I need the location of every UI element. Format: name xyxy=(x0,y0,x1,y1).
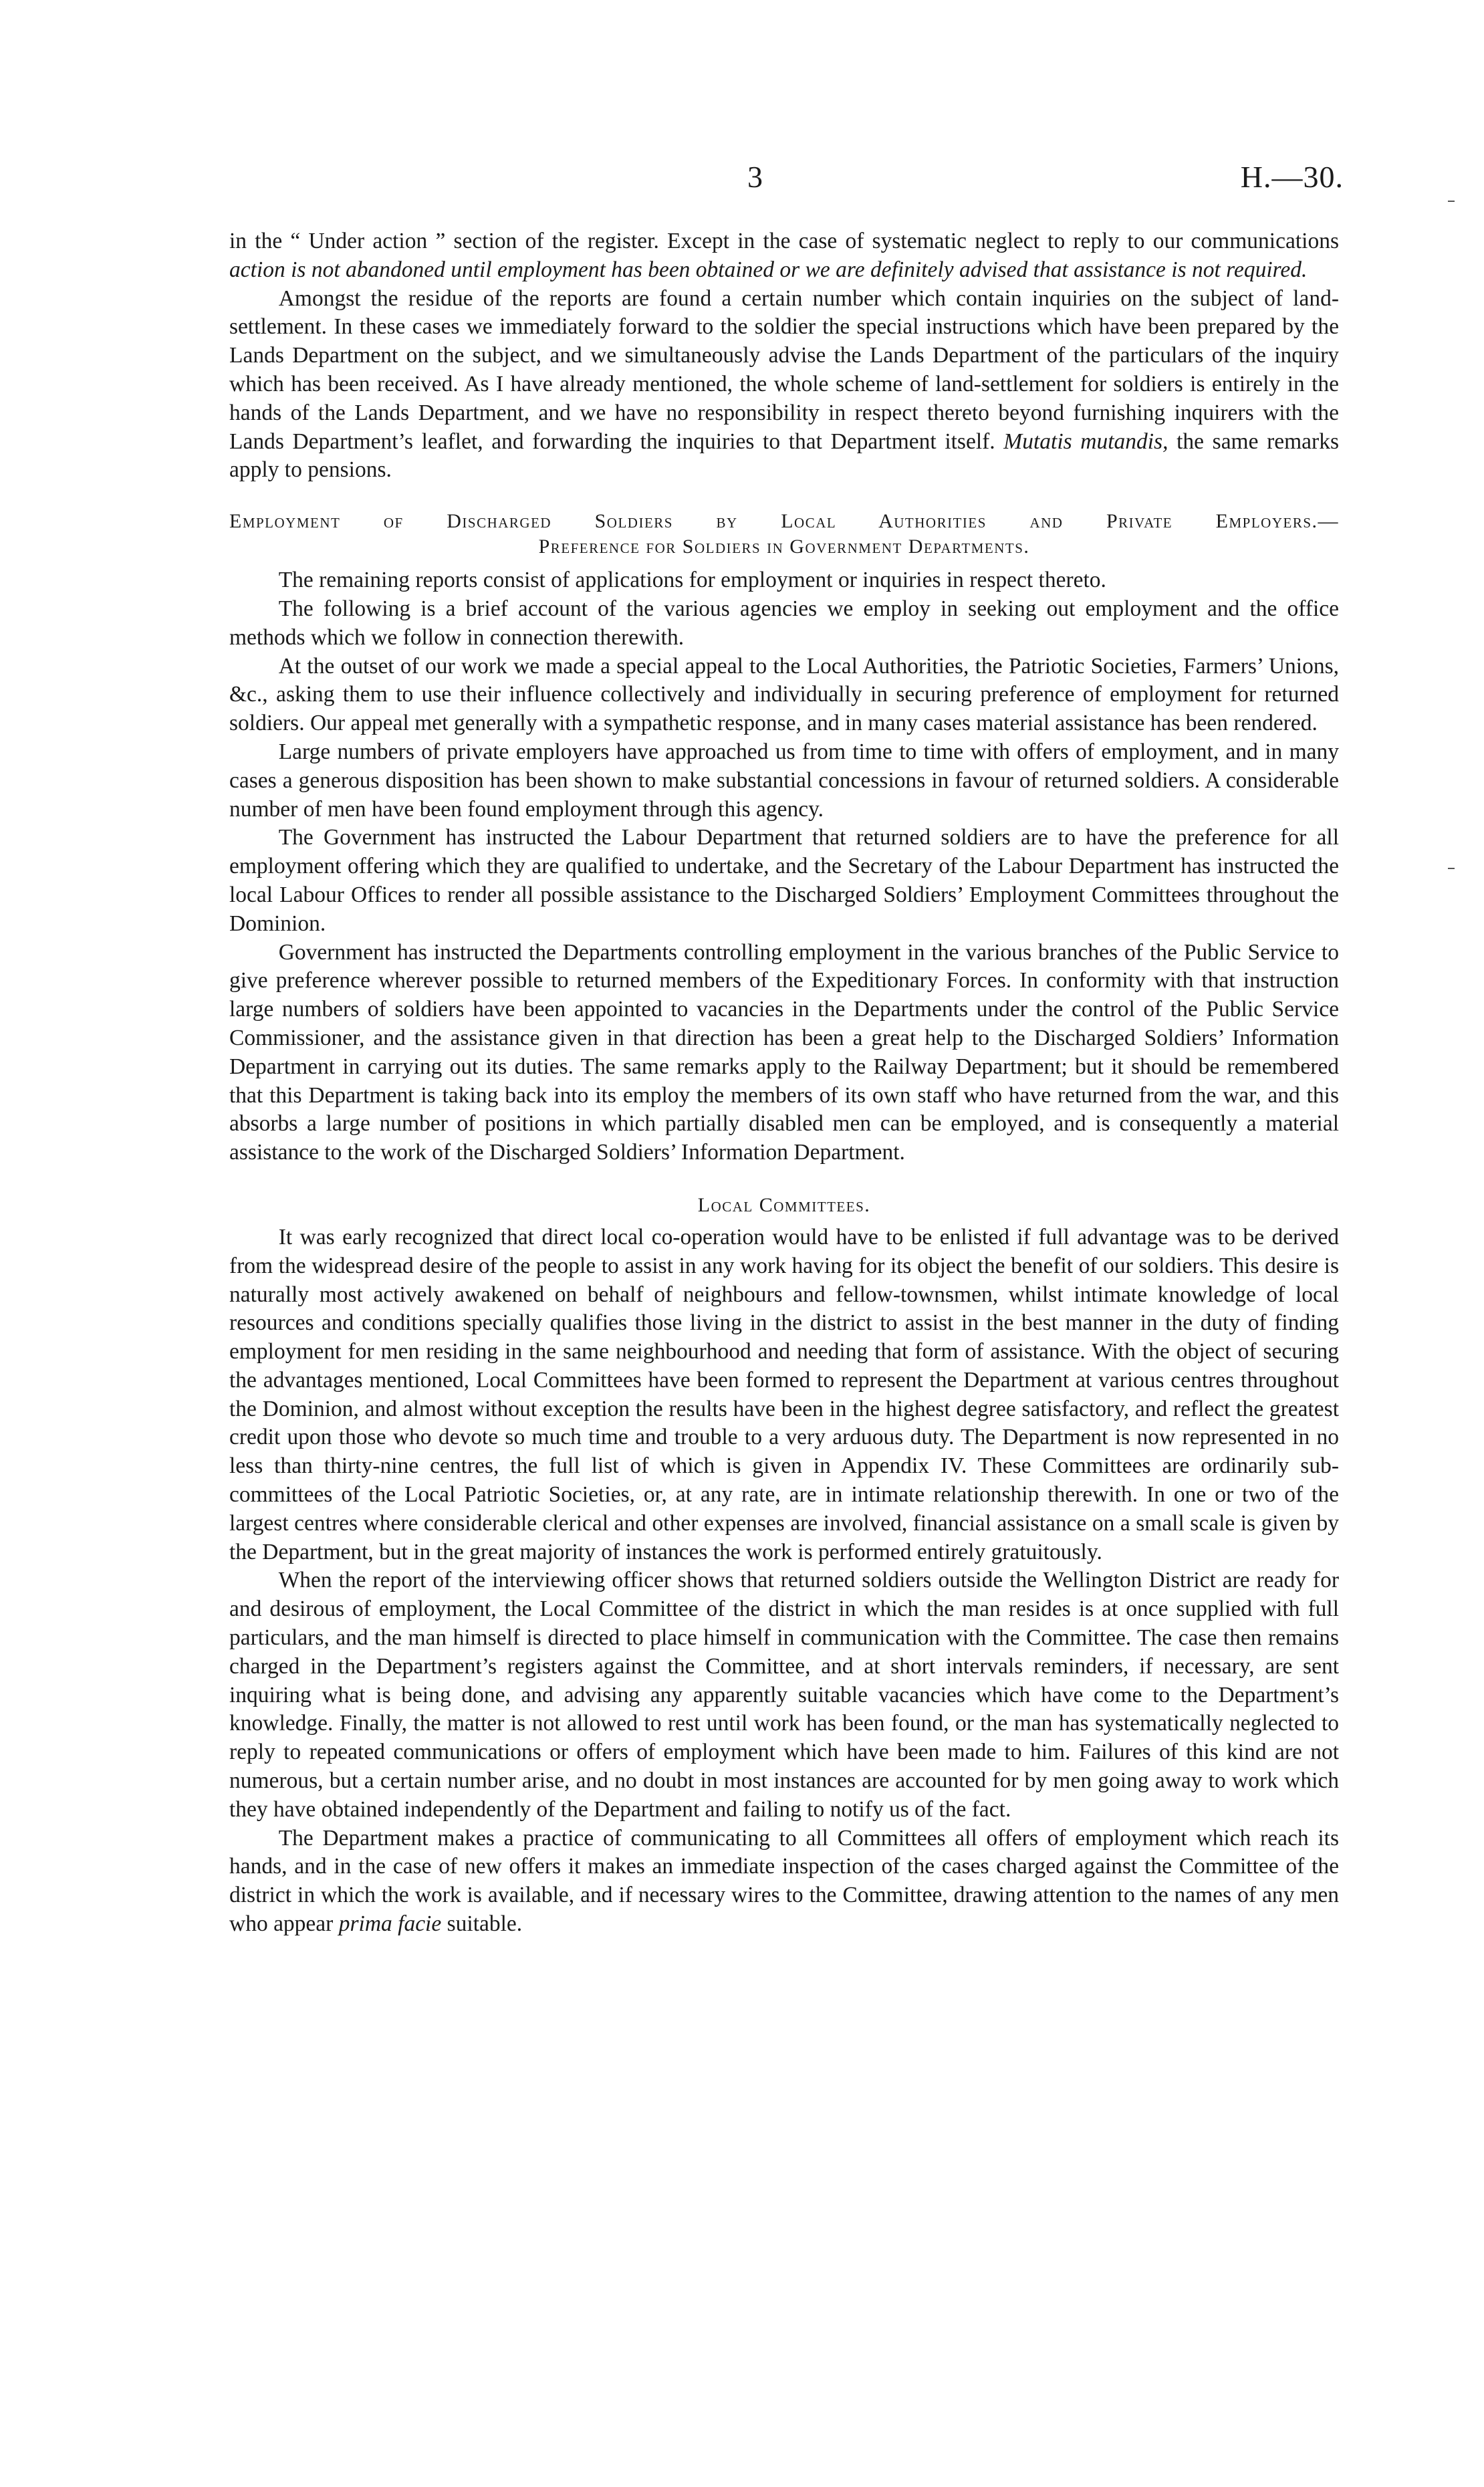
paragraph xyxy=(229,1824,1339,1939)
paragraph: At the outset of our work we made a special appeal to the Local Authorities, the Patriotic Societies, Farmers’ Unions, &c., asking them to use their influence collectively and individually in securing preference of employment for returned soldiers. Our appeal met generally with a sympathetic response, and in many cases material assistance has been rendered. xyxy=(229,653,1339,736)
paragraph-italic-text: Mutatis mutandis, xyxy=(1003,429,1168,454)
section-heading-local-committees xyxy=(229,1193,1339,1218)
paragraph-italic-text: prima facie xyxy=(338,1911,442,1937)
paragraph-text: suitable. xyxy=(441,1911,523,1937)
paragraph: Government has instructed the Departments controlling employment in the various branches of the Public Service to give preference wherever possible to returned members of the Expeditionary Forces. In conformity with that instruction large numbers of soldiers have been appointed to vacancies in the Departments under the control of the Public Service Commissioner, and the assistance given in that direction has been a great help to the Discharged Soldiers’ Information Department in carrying out its duties. The same remarks apply to the Railway Department; but it should be remembered that this Department is taking back into its employ the members of its own staff who have returned from the war, and this absorbs a large number of positions in which partially disabled men can be employed, and is consequently a material assistance to the work of the Discharged Soldiers’ Information Department. xyxy=(229,939,1339,1165)
paragraph-text: the same remarks apply to pensions. xyxy=(229,429,1339,483)
page-number: 3 xyxy=(747,160,763,194)
paragraph-text: The Department makes a practice of communicating to all Committees all offers of employment which reach its hands, and in the case of new offers it makes an immediate inspection of the cases charged against the Committee of the district in which the work is available, and if necessary wires to the Committee, drawing attention to the names of any men who appear xyxy=(229,1825,1339,1937)
section-heading-line: Local Committees. xyxy=(697,1193,871,1216)
margin-mark xyxy=(1448,868,1455,869)
paragraph: The remaining reports consist of applications for employment or inquiries in respect thereto. xyxy=(278,568,1106,593)
page-header xyxy=(234,159,1344,206)
paragraph: The Government has instructed the Labour Department that returned soldiers are to have the preference for all employment offering which they are qualified to undertake, and the Secretary of the Labour Department has instructed the local Labour Offices to render all possible assistance to the Discharged Soldiers’ Employment Committees throughout the Dominion. xyxy=(229,825,1339,936)
margin-mark xyxy=(1448,201,1455,202)
paragraph-italic-text: action is not abandoned until employment has been obtained or we are definitely advised that assistance is not required. xyxy=(229,257,1308,282)
paragraph: The following is a brief account of the various agencies we employ in seeking out employment and the office methods which we follow in connection therewith. xyxy=(229,596,1339,650)
section-heading-employment xyxy=(229,509,1339,560)
paragraph-land-settlement xyxy=(229,285,1339,485)
paragraph: Large numbers of private employers have approached us from time to time with offers of employment, and in many cases a generous disposition has been shown to make substantial concessions in favour of returned soldiers. A considerable number of men have been found employment through this agency. xyxy=(229,739,1339,822)
paragraph: It was early recognized that direct local co-operation would have to be enlisted if full advantage was to be derived from the widespread desire of the people to assist in any work having for its object the benefit of our soldiers. This desire is naturally most actively awakened on behalf of neighbours and fellow-townsmen, whilst intimate knowledge of local resources and conditions specially qualifies those living in the district to assist in the best manner in the duty of finding employment for men residing in the same neighbourhood and needing that form of assistance. With the object of securing the advantages mentioned, Local Committees have been formed to represent the Department at various centres throughout the Dominion, and almost without exception the results have been in the highest degree satisfactory, and reflect the greatest credit upon those who devote so much time and trouble to a very arduous duty. The Department is now represented in no less than thirty-nine centres, the full list of which is given in Appendix IV. These Committees are ordinarily sub-committees of the Local Patriotic Societies, or, at any rate, are in intimate relationship therewith. In one or two of the largest centres where considerable clerical and other expenses are involved, financial assistance on a small scale is given by the Department, but in the great majority of instances the work is performed entirely gratuitously. xyxy=(229,1224,1339,1564)
body-text xyxy=(229,227,1339,1939)
section-heading-line: Employment of Discharged Soldiers by Local Authorities and Private Employers.— xyxy=(229,510,1339,533)
paragraph-continuation xyxy=(229,227,1339,285)
document-reference: H.—30. xyxy=(1240,160,1344,194)
section-heading-line: Preference for Soldiers in Government Departments. xyxy=(538,536,1030,558)
paragraph-text: in the “ Under action ” section of the register. Except in the case of systematic neglect to reply to our communications xyxy=(229,229,1339,253)
paragraph: When the report of the interviewing officer shows that returned soldiers outside the Wellington District are ready for and desirous of employment, the Local Committee of the district in which the man resides is at once supplied with full particulars, and the man himself is directed to place himself in communication with the Committee. The case then remains charged in the Department’s registers against the Committee, and at short intervals reminders, if necessary, are sent inquiring what is being done, and advising any apparently suitable vacancies which have come to the Department’s knowledge. Finally, the matter is not allowed to rest until work has been found, or the man has systematically neglected to reply to repeated communications or offers of employment which have been made to him. Failures of this kind are not numerous, but a certain number arise, and no doubt in most instances are accounted for by men going away to work which they have obtained independently of the Department and failing to notify us of the fact. xyxy=(229,1568,1339,1822)
paragraph-text: Amongst the residue of the reports are found a certain number which contain inquiries on the subject of land-settlement. In these cases we immediately forward to the soldier the special instructions which have been prepared by the Lands Department on the subject, and we simultaneously advise the Lands Department of the particulars of the inquiry which has been received. As I have already mentioned, the whole scheme of land-settlement for soldiers is entirely in the hands of the Lands Department, and we have no responsibility in respect thereto beyond furnishing inquirers with the Lands Department’s leaflet, and forwarding the inquiries to that Department itself. xyxy=(229,285,1339,454)
